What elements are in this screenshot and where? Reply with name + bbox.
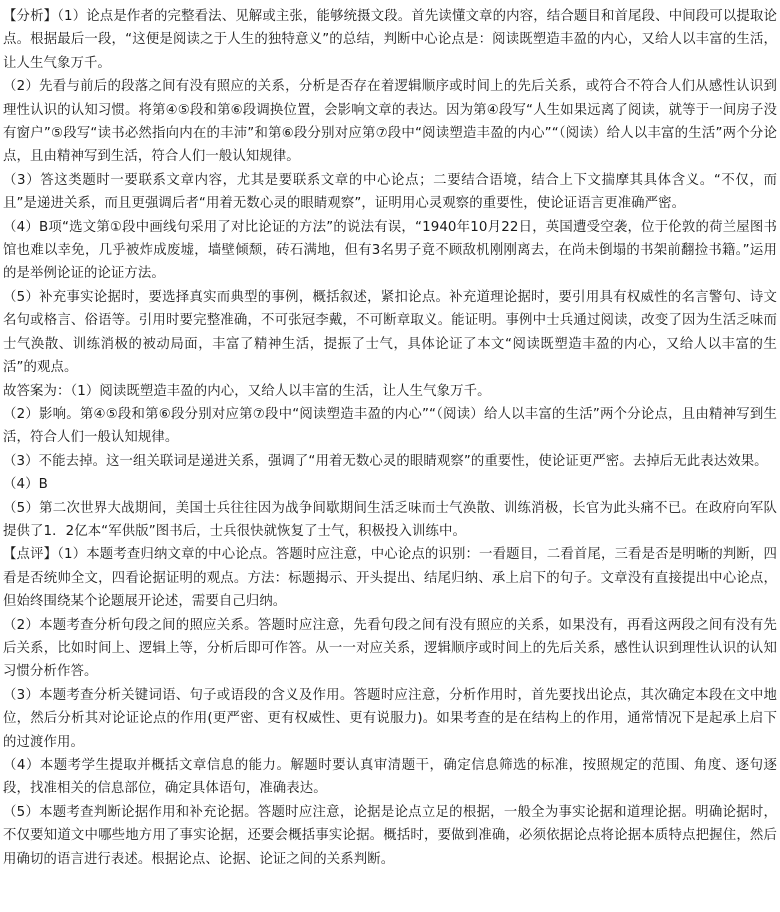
comment-paragraph-3: （3）本题考查分析关键词语、句子或语段的含义及作用。答题时应注意，分析作用时，首先要找出论点，其次确定本段在文中地位，然后分析其对论证论点的作用(更严密、更有权威性、更有说服力)。如果考查的是在结构上的作用，通常情况下是起承上启下的过渡作用。	[3, 687, 777, 750]
answer-paragraph-4: （4）B	[3, 477, 48, 493]
analysis-paragraph-5: （5）补充事实论据时，要选择真实而典型的事例，概括叙述，紧扣论点。补充道理论据时，要引用具有权威性的名言警句、诗文名句或格言、俗语等。引用时要完整准确，不可张冠李戴，不可断章取义。能证明。事例中士兵通过阅读，改变了因为生活乏味而士气涣散、训练消极的被动局面，丰富了精神生活，提振了士气，具体论证了本文“阅读既塑造丰盈的内心，又给人以丰富的生活”的观点。	[3, 289, 777, 376]
answer-lead: 故答案为：（1）阅读既塑造丰盈的内心，又给人以丰富的生活，让人生气象万千。	[3, 383, 491, 399]
analysis-paragraph-4: （4）B项“选文第①段中画线句采用了对比论证的方法”的说法有误，“1940年10月22日，英国遭受空袭，位于伦敦的荷兰屋图书馆也难以幸免，几乎被炸成废墟，墙壁倾颓，砖石满地，但有3名男子竟不顾敌机刚刚离去，在尚未倒塌的书架前翻捡书籍。”运用的是举例论证的论证方法。	[3, 219, 777, 282]
analysis-tag: 【分析】	[3, 9, 58, 24]
comment-paragraph-4: （4）本题考学生提取并概括文章信息的能力。解题时要认真审清题干，确定信息筛选的标准，按照规定的范围、角度、逐句逐段，找准相关的信息部位，确定具体语句，准确表达。	[3, 758, 777, 797]
comment-text-1: （1）本题考查归纳文章的中心论点。答题时应注意，中心论点的识别：一看题目，二看首尾，三看是否是明晰的判断，四看是否统帅全文，四看论据证明的观点。方法：标题揭示、开头提出、结尾归纳、承上启下的句子。文章没有直接提出中心论点，但始终围绕某个论题展开论述，需要自己归纳。	[3, 547, 777, 610]
comment-paragraph-5: （5）本题考查判断论据作用和补充论据。答题时应注意，论据是论点立足的根据，一般全为事实论据和道理论据。明确论据时，不仅要知道文中哪些地方用了事实论据，还要会概括事实论据。概括时，要做到准确，必须依据论点将论据本质特点把握住，然后用确切的语言进行表述。根据论点、论据、论证之间的关系判断。	[3, 804, 777, 867]
analysis-text-1: （1）论点是作者的完整看法、见解或主张，能够统摄文段。首先读懂文章的内容，结合题目和首尾段、中间段可以提取论点。根据最后一段，“这便是阅读之于人生的独特意义”的总结，判断中心论点是：阅读既塑造丰盈的内心，又给人以丰富的生活，让人生气象万千。	[3, 9, 777, 71]
answer-paragraph-2: （2）影响。第④⑤段和第⑥段分别对应第⑦段中“阅读塑造丰盈的内心”“（阅读）给人以丰富的生活”两个分论点，且由精神写到生活，符合人们一般认知规律。	[3, 406, 777, 446]
analysis-paragraph-1	[3, 5, 777, 75]
analysis-paragraph-3: （3）答这类题时一要联系文章内容，尤其是要联系文章的中心论点；二要结合语境，结合上下文揣摩其具体含义。“不仅，而且”是递进关系，而且更强调后者“用着无数心灵的眼睛观察”，证明用心灵观察的重要性，使论证语言更准确严密。	[3, 172, 777, 212]
comment-paragraph-1	[3, 543, 777, 613]
answer-paragraph-5: （5）第二次世界大战期间，美国士兵往往因为战争间歇期间生活乏味而士气涣散、训练消极，长官为此头痛不已。在政府向军队提供了1．2亿本“军供版”图书后，士兵很快就恢复了士气，积极投入训练中。	[3, 500, 777, 539]
comment-paragraph-2: （2）本题考查分析句段之间的照应关系。答题时应注意，先看句段之间有没有照应的关系，如果没有，再看这两段之间有没有先后关系，比如时间上、逻辑上等，分析后即可作答。从一一对应关系，逻辑顺序或时间上的先后关系，感性认识到理性认识的认知习惯分析作答。	[3, 617, 777, 680]
answer-paragraph-3: （3）不能去掉。这一组关联词是递进关系，强调了“用着无数心灵的眼睛观察”的重要性，使论证更严密。去掉后无此表达效果。	[3, 453, 768, 469]
comment-tag: 【点评】	[3, 547, 58, 563]
solution-document	[3, 5, 777, 871]
analysis-paragraph-2: （2）先看与前后的段落之间有没有照应的关系，分析是否存在着逻辑顺序或时间上的先后关系，或符合不符合人们从感性认识到理性认识的认知习惯。将第④⑤段和第⑥段调换位置，会影响文章的表达。因为第④段写“人生如果远离了阅读，就等于一间房子没有窗户”⑤段写“读书必然指向内在的丰沛”和第⑥段分别对应第⑦段中“阅读塑造丰盈的内心”“（阅读）给人以丰富的生活”两个分论点，且由精神写到生活，符合人们一般认知规律。	[3, 79, 777, 165]
